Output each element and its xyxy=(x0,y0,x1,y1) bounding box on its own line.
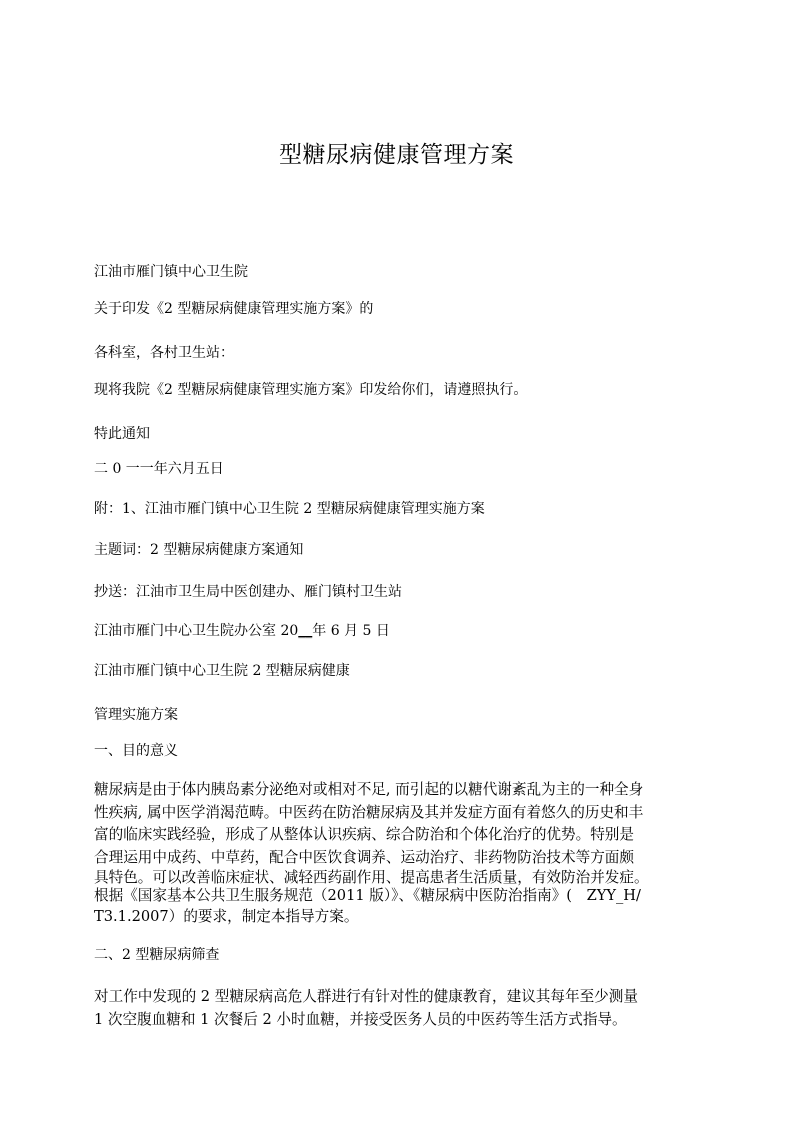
recipients-line: 各科室，各村卫生站： xyxy=(94,345,234,361)
document-title: 型糖尿病健康管理方案 xyxy=(279,142,514,168)
paragraph-line: 对工作中发现的 2 型糖尿病高危人群进行有针对性的健康教育，建议其每年至少测量 xyxy=(94,988,638,1005)
attachment-line: 附：1、江油市雁门镇中心卫生院 2 型糖尿病健康管理实施方案 xyxy=(94,501,485,517)
plan-title-line-1: 江油市雁门镇中心卫生院 2 型糖尿病健康 xyxy=(94,663,350,679)
paragraph-line: 性疾病, 属中医学消渴范畴。中医药在防治糖尿病及其并发症方面有着悠久的历史和丰 xyxy=(94,803,644,821)
paragraph-line: 合理运用中成药、中草药，配合中医饮食调养、运动治疗、非药物防治技术等方面颇 xyxy=(94,848,634,866)
screening-paragraph xyxy=(94,986,702,1031)
paragraph-line: 根据《国家基本公共卫生服务规范（2011 版）》、《糖尿病中医防治指南》( ZYY_H/ xyxy=(94,887,641,904)
keywords-line: 主题词：2 型糖尿病健康方案通知 xyxy=(94,542,304,558)
year-blank: __ xyxy=(298,623,313,639)
purpose-paragraph xyxy=(94,779,702,928)
issuer-line: 江油市雁门镇中心卫生院 xyxy=(94,264,248,280)
paragraph-line: 糖尿病是由于体内胰岛素分泌绝对或相对不足, 而引起的以糖代谢紊乱为主的一种全身 xyxy=(94,781,644,798)
notice-closing-line: 特此通知 xyxy=(94,426,150,442)
office-date-suffix: 年 6 月 5 日 xyxy=(312,623,390,639)
section-heading-purpose: 一、目的意义 xyxy=(94,743,178,759)
cc-line: 抄送：江油市卫生局中医创建办、雁门镇村卫生站 xyxy=(94,584,402,600)
paragraph-line: T3.1.2007）的要求，制定本指导方案。 xyxy=(94,908,359,925)
notice-body-line: 现将我院《2 型糖尿病健康管理实施方案》印发给你们，请遵照执行。 xyxy=(94,382,528,398)
notice-date-line: 二 0 一一年六月五日 xyxy=(94,461,224,477)
office-date-prefix: 江油市雁门中心卫生院办公室 20 xyxy=(94,623,299,639)
section-heading-screening: 二、2 型糖尿病筛查 xyxy=(94,947,220,963)
plan-title-line-2: 管理实施方案 xyxy=(94,707,178,723)
office-date-line xyxy=(94,622,390,640)
paragraph-line: 1 次空腹血糖和 1 次餐后 2 小时血糖，并接受医务人员的中医药等生活方式指导。 xyxy=(94,1010,627,1028)
notice-subject-line: 关于印发《2 型糖尿病健康管理实施方案》的 xyxy=(94,301,374,317)
paragraph-line: 具特色。可以改善临床症状、减轻西药副作用、提高患者生活质量，有效防治并发症。 xyxy=(94,869,649,886)
paragraph-line: 富的临床实践经验，形成了从整体认识疾病、综合防治和个体化治疗的优势。特别是 xyxy=(94,826,634,843)
